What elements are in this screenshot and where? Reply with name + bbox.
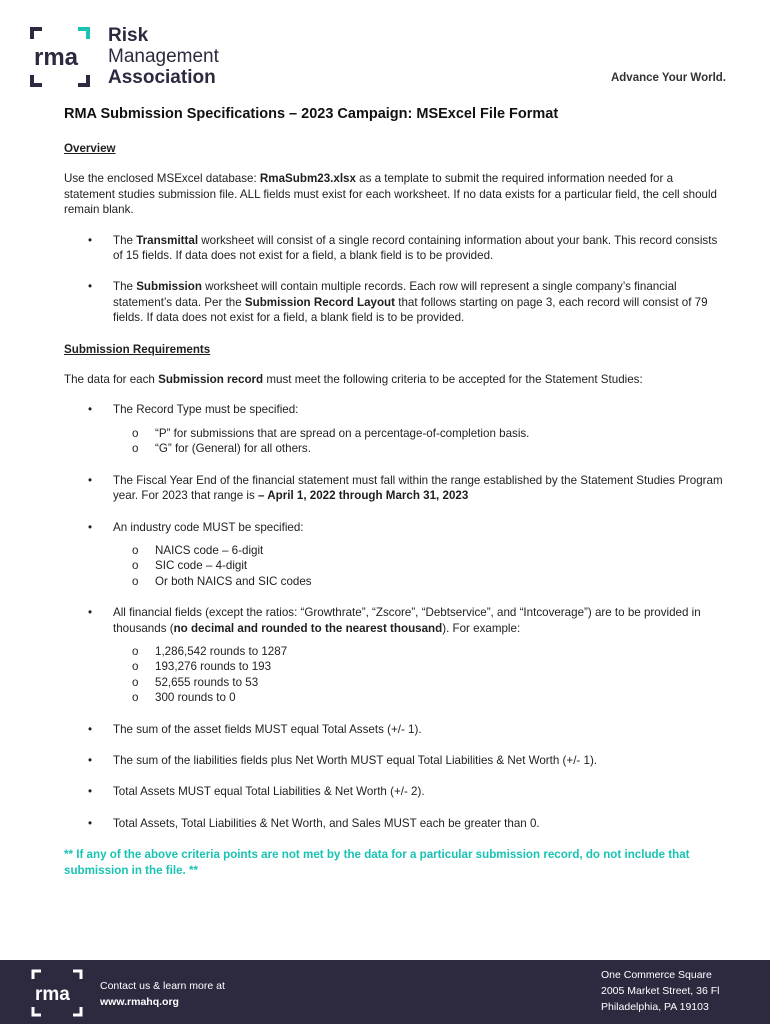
sub-list-item: o 1,286,542 rounds to 1287	[113, 644, 724, 659]
sub-list	[113, 543, 724, 589]
address-line: 2005 Market Street, 36 Fl	[601, 985, 720, 997]
sub-list-item: o 52,655 rounds to 53	[113, 675, 724, 690]
sub-list-item: o Or both NAICS and SIC codes	[113, 574, 724, 589]
sub-list	[113, 644, 724, 706]
document-title: RMA Submission Specifications – 2023 Campaign: MSExcel File Format	[64, 106, 559, 122]
logo-line-management: Management	[108, 46, 219, 67]
logo-line-risk: Risk	[108, 25, 149, 46]
overview-heading: Overview	[64, 142, 116, 155]
sub-list-item: o SIC code – 4-digit	[113, 558, 724, 573]
list-item: • The Transmittal worksheet will consist of a single record containing information about your bank. This record consists of 15 fields. If data does not exist for a field, a blank field is to be provided.	[64, 233, 724, 264]
list-item: • The sum of the liabilities fields plus Net Worth MUST equal Total Liabilities & Net Worth (+/- 1).	[64, 753, 724, 768]
tagline: Advance Your World.	[610, 72, 726, 84]
list-item: • The Submission worksheet will contain multiple records. Each row will represent a single company’s financial statement’s data. Per the Submission Record Layout that follows starting on page 3, each record will consist of 79 fields. If data does not exist for a field, a blank field is to be provided.	[64, 279, 724, 325]
document-body	[64, 141, 724, 878]
requirements-intro: The data for each Submission record must meet the following criteria to be accepted for the Statement Studies:	[64, 373, 643, 387]
address-line: Philadelphia, PA 19103	[601, 1001, 709, 1013]
requirements-heading: Submission Requirements	[64, 342, 211, 356]
list-item: • The Record Type must be specified: o “P” for submissions that are spread on a percentage-of-completion basis. o “G” for (General) for all others.	[64, 402, 724, 456]
overview-intro: Use the enclosed MSExcel database: RmaSubm23.xlsx as a template to submit the required information needed for a statement studies submission file. ALL fields must exist for each worksheet. If no data exists for a particular field, the cell should remain blank.	[64, 172, 718, 217]
list-item: • All financial fields (except the ratios: “Growthrate”, “Zscore”, “Debtservice”, and “Intcoverage”) are to be provided in thousands (no decimal and rounded to the nearest thousand). For example: o 1,286,542 rounds to 1287 o 193,276 rounds to 193 o 52,655 rounds to 53 o 300 rounds to 0	[64, 605, 724, 705]
requirements-list	[64, 402, 724, 831]
logo-line-association: Association	[108, 67, 216, 88]
list-item: • Total Assets MUST equal Total Liabilities & Net Worth (+/- 2).	[64, 784, 724, 799]
logo-wordmark	[108, 25, 219, 88]
footer	[0, 960, 770, 1024]
list-item: • An industry code MUST be specified: o NAICS code – 6-digit o SIC code – 4-digit o Or both NAICS and SIC codes	[64, 520, 724, 590]
template-filename: RmaSubm23.xlsx	[259, 172, 356, 186]
list-item: • The sum of the asset fields MUST equal Total Assets (+/- 1).	[64, 722, 724, 737]
address-line: One Commerce Square	[601, 969, 712, 981]
footer-address	[601, 967, 719, 1015]
sub-list-item: o 193,276 rounds to 193	[113, 659, 724, 674]
sub-list-item: o 300 rounds to 0	[113, 690, 724, 705]
criteria-note: ** If any of the above criteria points are not met by the data for a particular submission record, do not include that submission in the file. **	[64, 848, 690, 877]
website-link[interactable]: www.rmahq.org	[100, 996, 179, 1008]
sub-list-item: o NAICS code – 6-digit	[113, 543, 724, 558]
sub-list-item: o “P” for submissions that are spread on a percentage-of-completion basis.	[113, 426, 724, 441]
sub-list-item: o “G” for (General) for all others.	[113, 441, 724, 456]
overview-bullets	[64, 233, 724, 326]
rma-logo	[28, 25, 228, 89]
footer-contact	[100, 978, 225, 1010]
list-item: • Total Assets, Total Liabilities & Net Worth, and Sales MUST each be greater than 0.	[64, 816, 724, 831]
footer-logo-text: rma	[35, 984, 70, 1005]
rma-logo-mark	[28, 25, 98, 89]
list-item: • The Fiscal Year End of the financial statement must fall within the range established by the Statement Studies Program year. For 2023 that range is – April 1, 2022 through March 31, 2023	[64, 473, 724, 504]
footer-rma-logo-icon	[30, 968, 84, 1018]
sub-list	[113, 426, 724, 457]
logo-mark-text: rma	[34, 44, 79, 71]
contact-text: Contact us & learn more at	[100, 980, 225, 992]
